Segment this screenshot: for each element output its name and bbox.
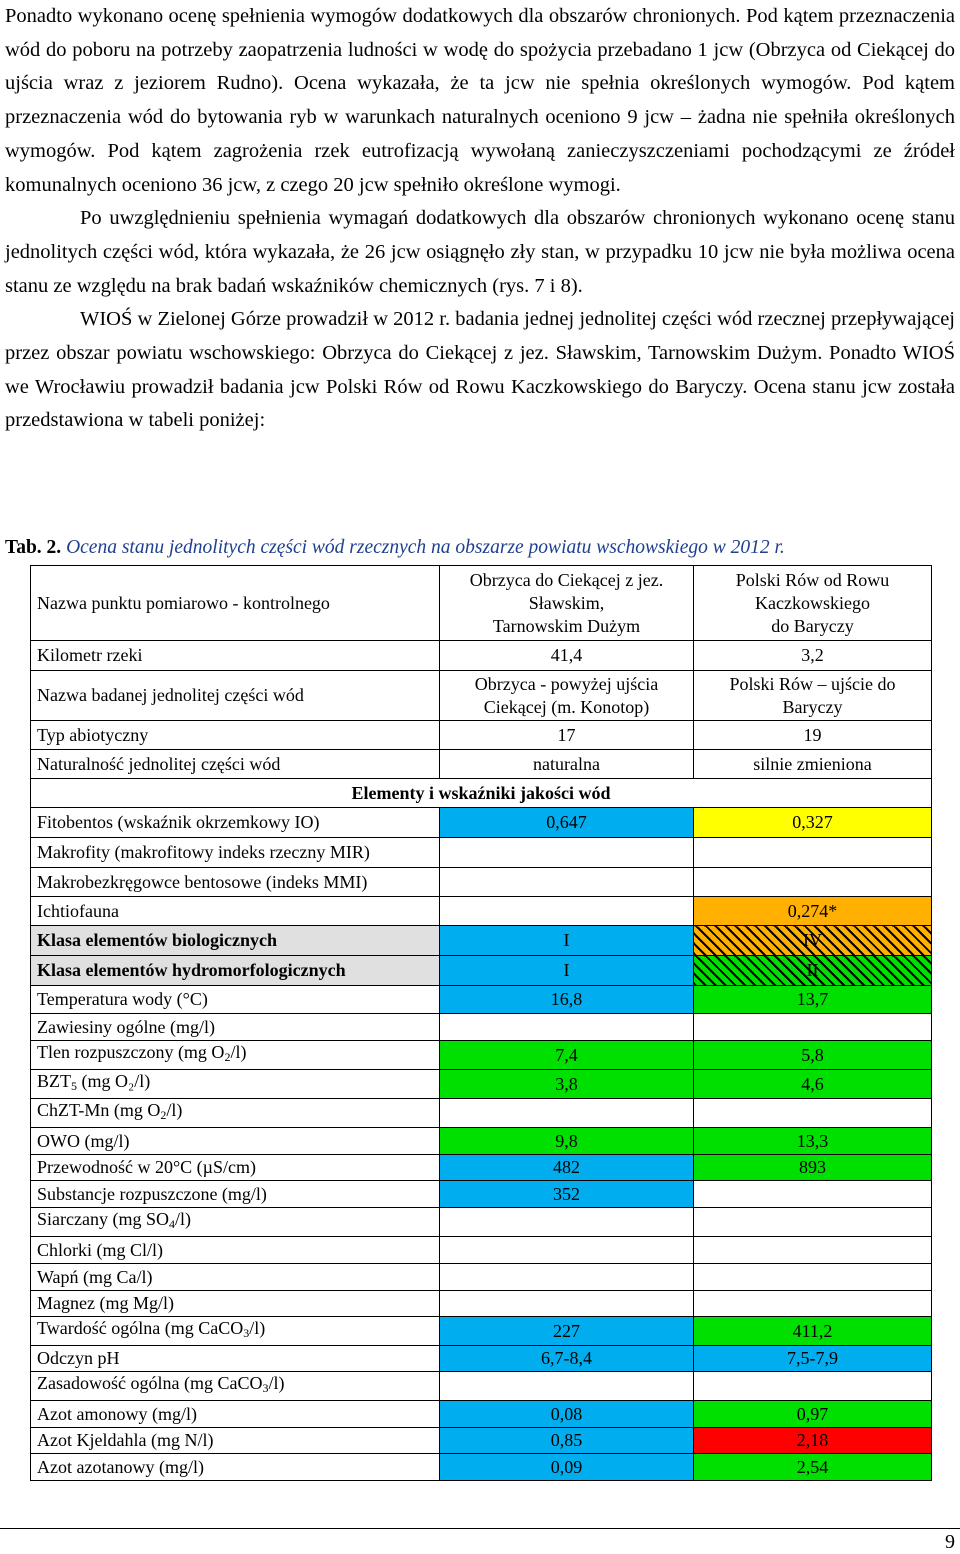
table-row [31, 1401, 932, 1428]
row-label-text: Temperatura wody (°C) [37, 989, 208, 1009]
header-col2-line: do Baryczy [771, 615, 854, 636]
cell-value: 352 [440, 1181, 694, 1208]
cell-value: 16,8 [440, 986, 694, 1014]
cell-value: I [440, 956, 694, 986]
table-row [31, 1291, 932, 1317]
row-label-text: Siarczany (mg SO [37, 1209, 169, 1229]
row-label-suffix: /l) [268, 1373, 285, 1393]
row-label [31, 1317, 440, 1346]
row-label-text: Twardość ogólna (mg CaCO [37, 1318, 244, 1338]
cell-value: 13,7 [694, 986, 932, 1014]
row-label-text: Przewodność w 20°C (µS/cm) [37, 1157, 257, 1177]
row-label [31, 1099, 440, 1128]
row-label [31, 1264, 440, 1291]
row-label-text: BZT [37, 1071, 71, 1091]
cell-value: 6,7-8,4 [440, 1346, 694, 1372]
row-label-subscript: 2 [160, 1108, 167, 1122]
cell-value [440, 838, 694, 868]
cell-value [440, 1237, 694, 1264]
table-row [31, 1099, 932, 1128]
cell-value [694, 1208, 932, 1237]
cell-value: IV [694, 926, 932, 956]
cell-value [440, 1264, 694, 1291]
cell-value [440, 897, 694, 926]
row-label-text: Azot amonowy (mg/l) [37, 1403, 197, 1424]
cell-value [440, 1014, 694, 1041]
cell-value: I [440, 926, 694, 956]
section-row [31, 779, 932, 808]
row-label [31, 1237, 440, 1264]
row-label-suffix: (mg O₂/l) [77, 1071, 151, 1091]
table-row [31, 1128, 932, 1155]
cell-value: 3,2 [694, 641, 932, 671]
cell-line: Baryczy [782, 696, 843, 717]
row-label-text: Zasadowość ogólna (mg CaCO [37, 1373, 263, 1393]
cell-value [694, 1264, 932, 1291]
table-row [31, 1372, 932, 1401]
jcw-row [31, 671, 932, 721]
cell-value: 0,274* [694, 897, 932, 926]
row-label: Nazwa badanej jednolitej części wód [31, 671, 440, 721]
table-row [31, 1454, 932, 1481]
cell-value [694, 1372, 932, 1401]
row-label [31, 986, 440, 1014]
typ-row [31, 721, 932, 750]
cell-value [440, 1208, 694, 1237]
row-label: Kilometr rzeki [31, 641, 440, 671]
table-row [31, 897, 932, 926]
header-col2-line: Kaczkowskiego [755, 592, 870, 613]
row-label: Naturalność jednolitej części wód [31, 750, 440, 779]
row-label-subscript: 4 [168, 1217, 175, 1231]
cell-value: 482 [440, 1155, 694, 1181]
row-label-suffix: /l) [249, 1318, 266, 1338]
cell-line: Ciekącej (m. Konotop) [483, 696, 650, 717]
table-row [31, 1428, 932, 1454]
row-label-text: Fitobentos (wskaźnik okrzemkowy IO) [37, 812, 320, 832]
cell-value: 0,08 [440, 1401, 694, 1428]
cell-value: 13,3 [694, 1128, 932, 1155]
cell-value: 7,5-7,9 [694, 1346, 932, 1372]
row-label-text: Odczyn pH [37, 1348, 120, 1368]
cell-value [440, 868, 694, 897]
row-label [31, 1428, 440, 1454]
paragraph-1: Ponadto wykonano ocenę spełnienia wymogów dodatkowych dla obszarów chronionych. Pod kątem przeznaczenia wód do poboru na potrzeby zaopatrzenia ludności w wodę do spożycia przebadano 1 jcw (Obrzyca od Ciekącej do ujścia wraz z jeziorem Rudno). Ocena wykazała, że ta jcw nie spełnia określonych wymogów. Pod kątem przeznaczenia wód do bytowania ryb w warunkach naturalnych oceniono 9 jcw – żadna nie spełniła określonych wymogów. Pod kątem zagrożenia rzek eutrofizacją wywołaną zanieczyszczeniami pochodzącymi ze źródeł komunalnych oceniono 36 jcw, z czego 20 jcw spełniło określone wymogi. [5, 5, 955, 196]
row-label-suffix: /l) [174, 1209, 191, 1229]
row-label [31, 1014, 440, 1041]
row-label-text: Chlorki (mg Cl/l) [37, 1239, 163, 1260]
row-label [31, 1401, 440, 1428]
row-label [31, 1155, 440, 1181]
cell-value: naturalna [440, 750, 694, 779]
table-row [31, 1237, 932, 1264]
row-label [31, 897, 440, 926]
row-label [31, 1454, 440, 1481]
table-row [31, 986, 932, 1014]
row-label-suffix: /l) [230, 1042, 247, 1062]
row-label-text: Magnez (mg Mg/l) [37, 1293, 174, 1313]
row-label-subscript: 3 [243, 1326, 250, 1340]
row-label-text: Substancje rozpuszczone (mg/l) [37, 1183, 267, 1204]
paragraph-2: Po uwzględnieniu spełnienia wymagań dodatkowych dla obszarów chronionych wykonano ocenę stanu jednolitych części wód, która wykazała, że 26 jcw osiągnęło zły stan, w przypadku 10 jcw nie była możliwa ocena stanu ze względu na brak badań wskaźników chemicznych (rys. 7 i 8). [5, 207, 955, 297]
table-row [31, 808, 932, 838]
row-label [31, 1041, 440, 1070]
row-label [31, 1128, 440, 1155]
row-label [31, 1372, 440, 1401]
cell-value [440, 1099, 694, 1128]
table-row [31, 1264, 932, 1291]
footer-rule [0, 1528, 960, 1529]
row-label-subscript: 2 [224, 1050, 231, 1064]
header-col1-line: Tarnowskim Dużym [492, 615, 641, 636]
row-label [31, 868, 440, 897]
cell-value [694, 1291, 932, 1317]
row-label: Typ abiotyczny [31, 721, 440, 750]
cell-value [440, 671, 694, 721]
table-row [31, 956, 932, 986]
table-row [31, 1317, 932, 1346]
table-row [31, 1208, 932, 1237]
paragraph-3: WIOŚ w Zielonej Górze prowadził w 2012 r. badania jednej jednolitej części wód rzecznej przepływającej przez obszar powiatu wschowskiego: Obrzyca do Ciekącej z jez. Sławskim, Tarnowskim Dużym. Ponadto WIOŚ we Wrocławiu prowadził badania jcw Polski Rów od Rowu Kaczkowskiego do Baryczy. Ocena stanu jcw została przedstawiona w tabeli poniżej: [5, 308, 955, 432]
row-label [31, 1346, 440, 1372]
row-label-text: Wapń (mg Ca/l) [37, 1266, 153, 1287]
cell-value [440, 1372, 694, 1401]
row-label [31, 808, 440, 838]
cell-value: 0,09 [440, 1454, 694, 1481]
row-label [31, 926, 440, 956]
row-label-text: Zawiesiny ogólne (mg/l) [37, 1016, 215, 1037]
row-label-text: Azot azotanowy (mg/l) [37, 1456, 204, 1477]
row-label-text: ChZT-Mn (mg O [37, 1100, 161, 1120]
cell-value [440, 1291, 694, 1317]
row-label-text: Ichtiofauna [37, 900, 119, 921]
cell-line: Obrzyca - powyżej ujścia [474, 673, 659, 694]
page-number: 9 [945, 1531, 955, 1553]
table-row [31, 868, 932, 897]
table-row [31, 838, 932, 868]
section-header: Elementy i wskaźniki jakości wód [31, 779, 932, 808]
cell-value: 227 [440, 1317, 694, 1346]
caption-text: Ocena stanu jednolitych części wód rzecznych na obszarze powiatu wschowskiego w 2012 r. [66, 537, 785, 558]
header-col1-line: Sławskim, [528, 592, 605, 613]
row-label-text: Tlen rozpuszczony (mg O [37, 1042, 225, 1062]
caption-label: Tab. 2. [5, 537, 62, 558]
cell-value [694, 838, 932, 868]
cell-value: 893 [694, 1155, 932, 1181]
table-caption [5, 537, 785, 559]
cell-value: 41,4 [440, 641, 694, 671]
nat-row [31, 750, 932, 779]
row-label [31, 1181, 440, 1208]
cell-value: 7,4 [440, 1041, 694, 1070]
cell-value [694, 671, 932, 721]
table-row [31, 1181, 932, 1208]
cell-value: II [694, 956, 932, 986]
cell-value: 0,85 [440, 1428, 694, 1454]
table-row [31, 1155, 932, 1181]
header-col1 [440, 566, 694, 641]
row-label-text: Klasa elementów hydromorfologicznych [37, 960, 346, 980]
cell-value: 3,8 [440, 1070, 694, 1099]
table-row [31, 1346, 932, 1372]
row-label-text: Azot Kjeldahla (mg N/l) [37, 1430, 214, 1450]
row-label [31, 838, 440, 868]
cell-value: 411,2 [694, 1317, 932, 1346]
row-label [31, 1291, 440, 1317]
table-row [31, 1014, 932, 1041]
row-label [31, 956, 440, 986]
cell-line: Polski Rów – ujście do [729, 673, 896, 694]
cell-value: 0,327 [694, 808, 932, 838]
cell-value [694, 1014, 932, 1041]
table-row [31, 1041, 932, 1070]
cell-value: 2,54 [694, 1454, 932, 1481]
row-label-text: OWO (mg/l) [37, 1130, 130, 1151]
cell-value: 5,8 [694, 1041, 932, 1070]
document-body [5, 0, 955, 438]
water-status-table [30, 565, 932, 1481]
cell-value: 19 [694, 721, 932, 750]
row-label-subscript: 3 [262, 1381, 269, 1395]
cell-value: 4,6 [694, 1070, 932, 1099]
row-label-text: Makrofity (makrofitowy indeks rzeczny MIR) [37, 842, 370, 862]
header-row [31, 566, 932, 641]
header-label: Nazwa punktu pomiarowo - kontrolnego [31, 566, 440, 641]
cell-value: 0,647 [440, 808, 694, 838]
table-row [31, 926, 932, 956]
cell-value [694, 1181, 932, 1208]
cell-value [694, 1237, 932, 1264]
row-label [31, 1070, 440, 1099]
table-row [31, 1070, 932, 1099]
header-col2 [694, 566, 932, 641]
row-label-subscript: 5 [71, 1079, 77, 1093]
cell-value: silnie zmieniona [694, 750, 932, 779]
cell-value: 2,18 [694, 1428, 932, 1454]
header-col2-line: Polski Rów od Rowu [735, 569, 890, 590]
km-row [31, 641, 932, 671]
cell-value: 17 [440, 721, 694, 750]
header-col1-line: Obrzyca do Ciekącej z jez. [469, 569, 664, 590]
cell-value [694, 868, 932, 897]
cell-value: 9,8 [440, 1128, 694, 1155]
row-label-suffix: /l) [166, 1100, 183, 1120]
row-label-text: Makrobezkręgowce bentosowe (indeks MMI) [37, 871, 368, 892]
row-label-text: Klasa elementów biologicznych [37, 930, 277, 950]
cell-value [694, 1099, 932, 1128]
cell-value: 0,97 [694, 1401, 932, 1428]
row-label [31, 1208, 440, 1237]
